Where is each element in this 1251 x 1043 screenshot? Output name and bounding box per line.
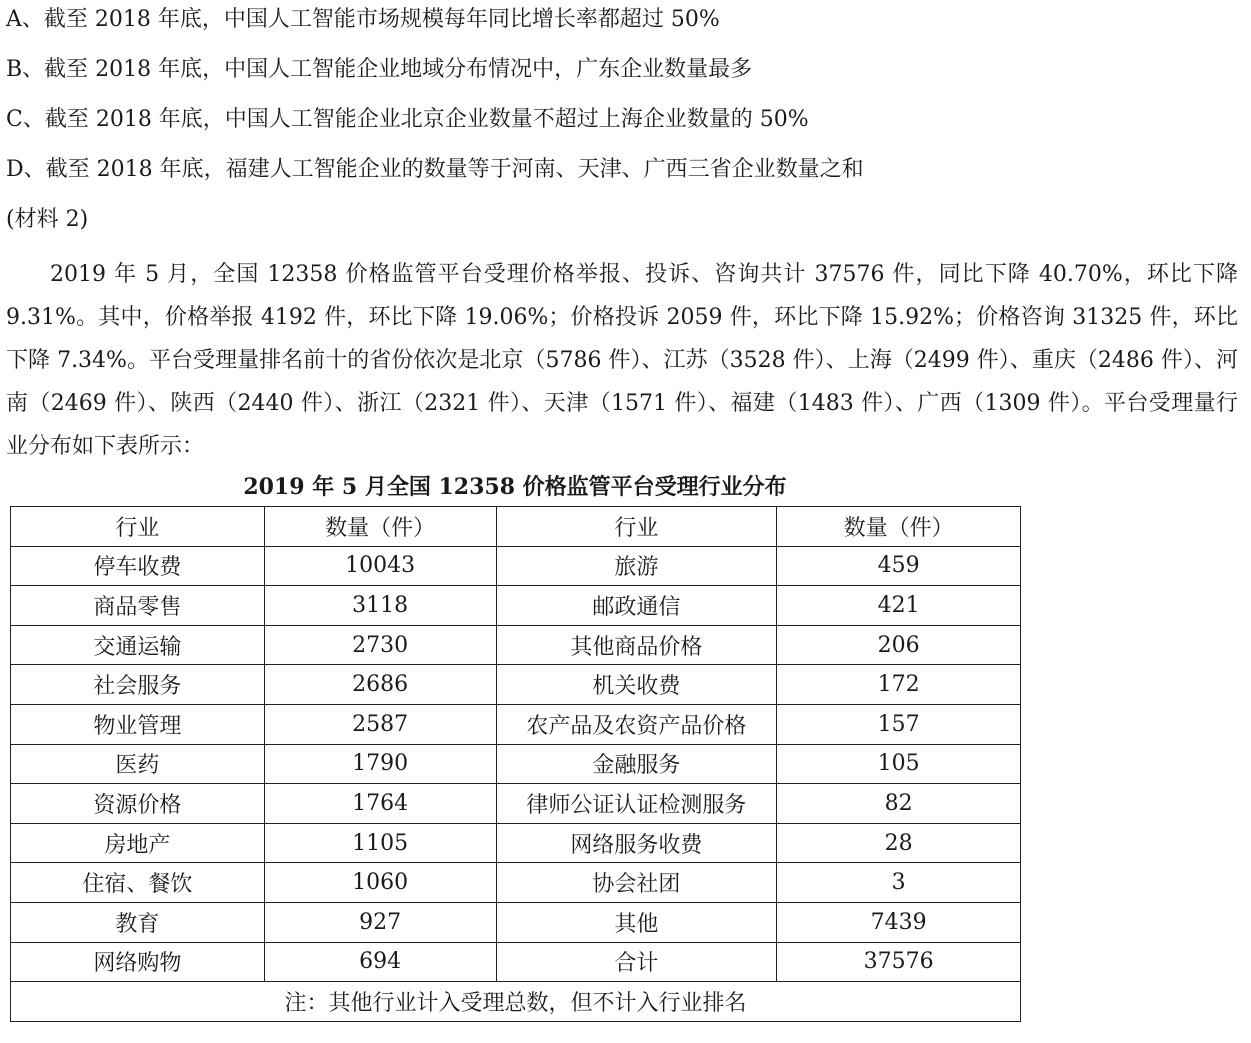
table-cell: 172: [777, 665, 1021, 705]
table-cell: 社会服务: [11, 665, 265, 705]
table-cell: 2730: [264, 625, 496, 665]
table-row: [11, 942, 1021, 982]
table-cell: 3118: [264, 586, 496, 626]
table-cell: 421: [777, 586, 1021, 626]
table-cell: 1790: [264, 744, 496, 784]
table-cell: 927: [264, 902, 496, 942]
header-count-left: 数量（件）: [264, 507, 496, 547]
table-cell: 医药: [11, 744, 265, 784]
table-cell: 157: [777, 704, 1021, 744]
table-cell: 住宿、餐饮: [11, 863, 265, 903]
table-row: [11, 784, 1021, 824]
table-cell: 网络购物: [11, 942, 265, 982]
table-cell: 律师公证认证检测服务: [496, 784, 777, 824]
table-cell: 房地产: [11, 823, 265, 863]
table-cell: 旅游: [496, 546, 777, 586]
table-cell: 教育: [11, 902, 265, 942]
table-cell: 3: [777, 863, 1021, 903]
header-industry-left: 行业: [11, 507, 265, 547]
material-label: (材料 2): [6, 207, 89, 232]
table-cell: 邮政通信: [496, 586, 777, 626]
table-cell: 7439: [777, 902, 1021, 942]
table-cell: 105: [777, 744, 1021, 784]
table-cell: 1105: [264, 823, 496, 863]
table-row: [11, 546, 1021, 586]
table-title: 2019 年 5 月全国 12358 价格监管平台受理行业分布: [243, 474, 787, 500]
table-cell: 协会社团: [496, 863, 777, 903]
table-cell: 28: [777, 823, 1021, 863]
table-cell: 206: [777, 625, 1021, 665]
table-cell: 合计: [496, 942, 777, 982]
table-row: [11, 704, 1021, 744]
table-cell: 2587: [264, 704, 496, 744]
option-a: A、截至 2018 年底，中国人工智能市场规模每年同比增长率都超过 50%: [6, 7, 720, 32]
table-cell: 其他商品价格: [496, 625, 777, 665]
table-cell: 金融服务: [496, 744, 777, 784]
header-industry-right: 行业: [496, 507, 777, 547]
table-row: [11, 665, 1021, 705]
table-note-row: [11, 982, 1021, 1022]
table-row: [11, 823, 1021, 863]
table-cell: 459: [777, 546, 1021, 586]
table-cell: 10043: [264, 546, 496, 586]
table-cell: 694: [264, 942, 496, 982]
table-cell: 82: [777, 784, 1021, 824]
option-d: D、截至 2018 年底，福建人工智能企业的数量等于河南、天津、广西三省企业数量之和: [6, 157, 864, 182]
table-cell: 其他: [496, 902, 777, 942]
table-cell: 2686: [264, 665, 496, 705]
industry-table: [10, 506, 1021, 1022]
table-cell: 网络服务收费: [496, 823, 777, 863]
table-cell: 交通运输: [11, 625, 265, 665]
paragraph-text: 2019 年 5 月，全国 12358 价格监管平台受理价格举报、投诉、咨询共计 37576 件，同比下降 40.70%，环比下降 9.31%。其中，价格举报 4192 件，环比下降 19.06%；价格投诉 2059 件，环比下降 15.92%；价格咨询 31325 件，环比下降 7.34%。平台受理量排名前十的省份依次是北京（5786 件）、江苏（3528 件）、上海（2499 件）、重庆（2486 件）、河南（2469 件）、陕西（2440 件）、浙江（2321 件）、天津（1571 件）、福建（1483 件）、广西（1309 件）。平台受理量行业分布如下表所示：: [6, 262, 1238, 459]
material-paragraph: [6, 253, 1238, 468]
table-cell: 商品零售: [11, 586, 265, 626]
option-b: B、截至 2018 年底，中国人工智能企业地域分布情况中，广东企业数量最多: [6, 57, 753, 82]
table-header-row: [11, 507, 1021, 547]
header-count-right: 数量（件）: [777, 507, 1021, 547]
table-cell: 资源价格: [11, 784, 265, 824]
option-c: C、截至 2018 年底，中国人工智能企业北京企业数量不超过上海企业数量的 50%: [6, 107, 809, 132]
table-cell: 1060: [264, 863, 496, 903]
table-note: 注：其他行业计入受理总数，但不计入行业排名: [11, 982, 1021, 1022]
table-cell: 物业管理: [11, 704, 265, 744]
table-cell: 停车收费: [11, 546, 265, 586]
table-row: [11, 744, 1021, 784]
table-row: [11, 902, 1021, 942]
table-row: [11, 586, 1021, 626]
table-cell: 37576: [777, 942, 1021, 982]
table-cell: 1764: [264, 784, 496, 824]
table-row: [11, 863, 1021, 903]
table-cell: 农产品及农资产品价格: [496, 704, 777, 744]
table-row: [11, 625, 1021, 665]
table-cell: 机关收费: [496, 665, 777, 705]
